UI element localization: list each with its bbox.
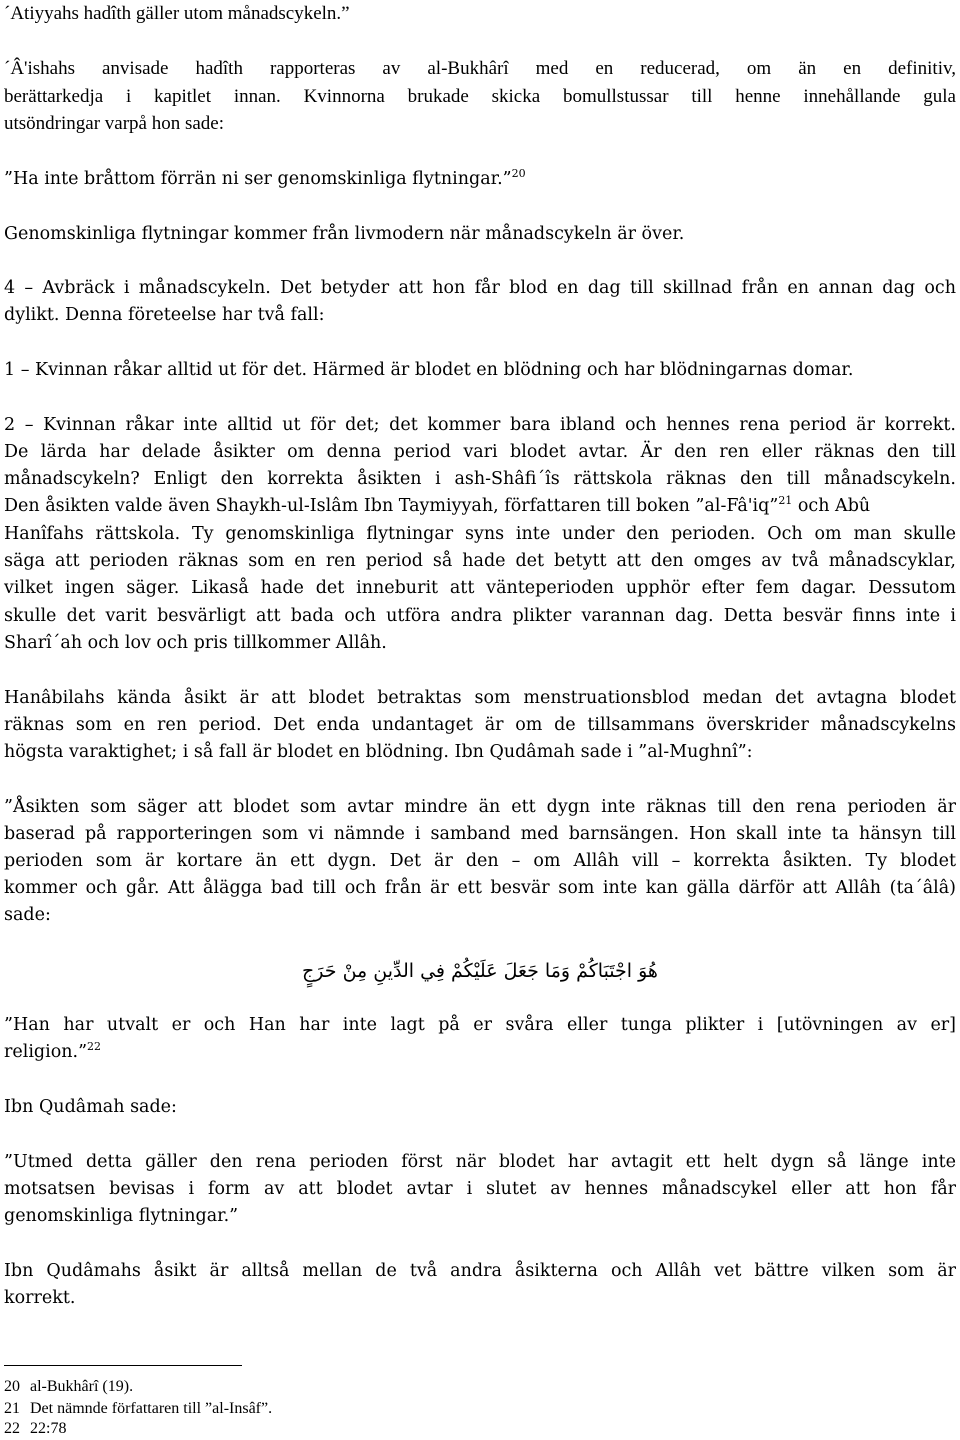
footnote-text: Det nämnde författaren till ”al-Insâf”. bbox=[30, 1400, 273, 1417]
text-line: ´Â'ishahs anvisade hadîth rapporteras av al-Bukhârî med en reducerad, om än en definitiv, bbox=[4, 58, 956, 79]
footnote-ref: 21 bbox=[778, 494, 793, 507]
footnote-text: 22:78 bbox=[30, 1420, 67, 1437]
text-line: dylikt. Denna företeelse har två fall: bbox=[4, 305, 325, 325]
text-line: korrekt. bbox=[4, 1288, 76, 1308]
text-line: månadscykeln? Enligt den korrekta åsikten i ash-Shâfi´îs rättskola räknas den till månadscykeln. bbox=[4, 469, 956, 489]
footnote-number: 22 bbox=[4, 1420, 20, 1437]
footnote-text: al-Bukhârî (19). bbox=[30, 1378, 134, 1395]
text-line: genomskinliga flytningar.” bbox=[4, 1206, 239, 1226]
footnote-number: 21 bbox=[4, 1400, 20, 1417]
text-line: säga att perioden räknas som en ren period så hade det betytt att den omges av två månadscyklar, bbox=[4, 551, 956, 571]
text-line: Hanâbilahs kända åsikt är att blodet betraktas som menstruationsblod medan det avtagna blodet bbox=[4, 688, 956, 708]
text-line: baserad på rapporteringen som vi nämnde i samband med barnsängen. Hon skall inte ta hänsyn till bbox=[4, 824, 956, 844]
text-line: kommer och går. Att ålägga bad till och från är ett besvär som inte kan gälla därför att Allâh (ta´âlâ) bbox=[4, 878, 956, 898]
text-line: 2 – Kvinnan råkar inte alltid ut för det; det kommer bara ibland och hennes rena period är korrekt. bbox=[4, 415, 956, 435]
quote-line: ”Ha inte bråttom förrän ni ser genomskinliga flytningar.”$^{20}$ bbox=[4, 167, 526, 189]
text-line: Genomskinliga flytningar kommer från livmodern när månadscykeln är över. bbox=[4, 224, 685, 244]
text-line: Sharî´ah och lov och pris tillkommer Allâh. bbox=[4, 633, 387, 653]
footnote bbox=[4, 1399, 272, 1419]
text-line: räknas som en ren period. Det enda undantaget är om de tillsammans överskrider månadscykelns bbox=[4, 715, 956, 735]
text-line: högsta varaktighet; i så fall är blodet en blödning. Ibn Qudâmah sade i ”al-Mughnî”: bbox=[4, 742, 753, 762]
footnote-ref: 20 bbox=[511, 167, 526, 180]
text-line: religion.”$^{22}$ bbox=[4, 1040, 102, 1062]
text-line: 4 – Avbräck i månadscykeln. Det betyder att hon får blod en dag till skillnad från en annan dag och bbox=[4, 278, 956, 298]
footnote bbox=[4, 1377, 133, 1397]
text-line: sade: bbox=[4, 905, 51, 925]
text-line: motsatsen bevisas i form av att blodet avtar i slutet av hennes månadscykel eller att hon får bbox=[4, 1179, 956, 1199]
text-line: ”Utmed detta gäller den rena perioden först när blodet har avtagit ett helt dygn så länge inte bbox=[4, 1152, 956, 1172]
text-line: utsöndringar varpå hon sade: bbox=[4, 113, 225, 134]
text-line: 1 – Kvinnan råkar alltid ut för det. Härmed är blodet en blödning och har blödningarnas domar. bbox=[4, 360, 854, 380]
text-line: perioden som är kortare än ett dygn. Det är den – om Allâh vill – korrekta åsikten. Ty blodet bbox=[4, 851, 956, 871]
text-line: ”Han har utvalt er och Han har inte lagt på er svåra eller tunga plikter i [utövningen av er] bbox=[4, 1015, 956, 1035]
text-line: berättarkedja i kapitlet innan. Kvinnorna brukade skicka bomullstussar till henne innehållande gula bbox=[4, 86, 956, 107]
text-line: Hanîfahs rättskola. Ty genomskinliga flytningar syns inte under den perioden. Och om man skulle bbox=[4, 524, 956, 544]
text-line: vilket ingen säger. Likaså hade det inneburit att vänteperioden upphör efter fem dagar. Dessutom bbox=[4, 578, 956, 598]
text-line: ”Åsikten som säger att blodet som avtar mindre än ett dygn inte räknas till den rena perioden är bbox=[4, 797, 956, 817]
text-line: Ibn Qudâmah sade: bbox=[4, 1097, 177, 1117]
footnote bbox=[4, 1419, 66, 1439]
footnote-ref: 22 bbox=[87, 1040, 102, 1053]
arabic-verse: هُوَ اجْتَبَاكُمْ وَمَا جَعَلَ عَلَيْكُمْ فِي الدِّينِ مِنْ حَرَجٍ bbox=[302, 960, 658, 982]
footnote-number: 20 bbox=[4, 1378, 20, 1395]
text-line: skulle det varit besvärligt att bada och utföra andra plikter varannan dag. Detta besvär finns inte i bbox=[4, 606, 956, 626]
footnote-divider bbox=[4, 1365, 242, 1366]
text-line: De lärda har delade åsikter om denna period vari blodet avtar. Är den ren eller räknas den till bbox=[4, 442, 956, 462]
text-line: Ibn Qudâmahs åsikt är alltså mellan de två andra åsikterna och Allâh vet bättre vilken som är bbox=[4, 1261, 956, 1281]
text-line: ´Atiyyahs hadîth gäller utom månadscykeln.” bbox=[4, 3, 350, 24]
text-line: Den åsikten valde även Shaykh-ul-Islâm Ibn Taymiyyah, författaren till boken ”al-Fâ'iq”$^{21}$ och Abû bbox=[4, 494, 871, 516]
